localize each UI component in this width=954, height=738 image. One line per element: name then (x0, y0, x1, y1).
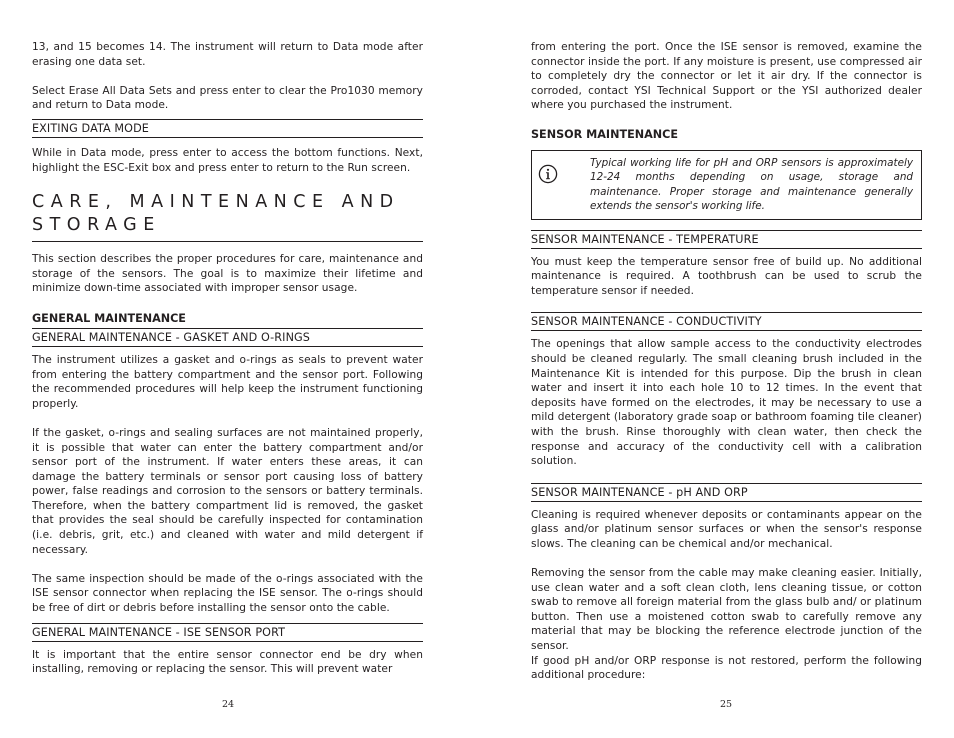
section-heading-ise-sensor-port: GENERAL MAINTENANCE - ISE SENSOR PORT (32, 623, 423, 642)
section-heading-general-maintenance: GENERAL MAINTENANCE (32, 311, 186, 325)
right-page (531, 0, 922, 683)
paragraph: The instrument utilizes a gasket and o-rings as seals to prevent water from entering the battery compartment and the sensor port. Following the recommended procedures will help keep the instrument functioning properly. (32, 353, 423, 410)
paragraph: It is important that the entire sensor connector end be dry when installing, removing or replacing the sensor. This will prevent water (32, 648, 423, 676)
section-heading-conductivity: SENSOR MAINTENANCE - CONDUCTIVITY (531, 312, 922, 331)
paragraph: While in Data mode, press enter to access the bottom functions. Next, highlight the ESC-Exit box and press enter to return to the Run screen. (32, 146, 423, 174)
paragraph: The openings that allow sample access to the conductivity electrodes should be cleaned regularly. The small cleaning brush included in the Maintenance Kit is intended for this purpose. Dip the brush in clean water and insert it into each hole 10 to 12 times. In the event that deposits have formed on the electrodes, it may be necessary to use a mild detergent (laboratory grade soap or bathroom foaming tile cleaner) with the brush. Rinse thoroughly with clean water, then check the response and accuracy of the conductivity cell with a calibration solution. (531, 338, 922, 468)
paragraph: 13, and 15 becomes 14. The instrument will return to Data mode after erasing one data set. (32, 41, 423, 68)
note-text: Typical working life for pH and ORP sensors is approximately 12-24 months depending on usage, storage and maintenance. Proper storage and maintenance generally extends the sensor's working life. (590, 156, 913, 213)
info-icon (538, 164, 558, 184)
section-heading-sensor-maintenance: SENSOR MAINTENANCE (531, 127, 678, 141)
paragraph: Cleaning is required whenever deposits or contaminants appear on the glass and/or platinum sensor surfaces or when the sensor's response slows. The cleaning can be chemical and/or mechanical. (531, 508, 922, 550)
page-number-right: 25 (720, 699, 733, 710)
chapter-title (32, 191, 423, 242)
left-page (32, 0, 423, 677)
chapter-title-line-2: STORAGE (32, 215, 161, 236)
page-number-left: 24 (222, 699, 235, 710)
section-heading-exiting-data-mode: EXITING DATA MODE (32, 119, 423, 138)
paragraph: You must keep the temperature sensor free of build up. No additional maintenance is required. A toothbrush can be used to scrub the temperature sensor if needed. (531, 255, 922, 297)
section-heading-temperature: SENSOR MAINTENANCE - TEMPERATURE (531, 230, 922, 249)
paragraph: If good pH and/or ORP response is not restored, perform the following additional procedure: (531, 654, 922, 682)
section-heading-gasket: GENERAL MAINTENANCE - GASKET AND O-RINGS (32, 328, 423, 347)
chapter-title-line-1: CARE, MAINTENANCE AND (32, 192, 400, 213)
note-box (531, 150, 922, 220)
paragraph: The same inspection should be made of the o-rings associated with the ISE sensor connector when replacing the ISE sensor. The o-rings should be free of dirt or debris before installing the sensor onto the cable. (32, 572, 423, 615)
paragraph: from entering the port. Once the ISE sensor is removed, examine the connector inside the port. If any moisture is present, use compressed air to completely dry the connector or let it air dry. If the connector is corroded, contact YSI Technical Support or the YSI authorized dealer where you purchased the instrument. (531, 41, 922, 112)
paragraph: Removing the sensor from the cable may make cleaning easier. Initially, use clean water and a soft clean cloth, lens cleaning tissue, or cotton swab to remove all foreign material from the glass bulb and/ or platinum button. Then use a moistened cotton swab to carefully remove any material that may be blocking the reference electrode junction of the sensor. (531, 567, 922, 653)
paragraph: This section describes the proper procedures for care, maintenance and storage of the sensors. The goal is to maximize their lifetime and minimize down-time associated with improper sensor usage. (32, 253, 423, 295)
paragraph: Select Erase All Data Sets and press enter to clear the Pro1030 memory and return to Data mode. (32, 84, 423, 112)
paragraph: If the gasket, o-rings and sealing surfaces are not maintained properly, it is possible that water can enter the battery compartment and/or sensor port of the instrument. If water enters these areas, it can damage the battery terminals or sensor port causing loss of battery power, false readings and corrosion to the sensors or battery terminals. Therefore, when the battery compartment lid is removed, the gasket that provides the seal should be carefully inspected for contamination (i.e. debris, grit, etc.) and cleaned with water and mild detergent if necessary. (32, 426, 423, 556)
section-heading-ph-orp: SENSOR MAINTENANCE - pH AND ORP (531, 483, 922, 502)
